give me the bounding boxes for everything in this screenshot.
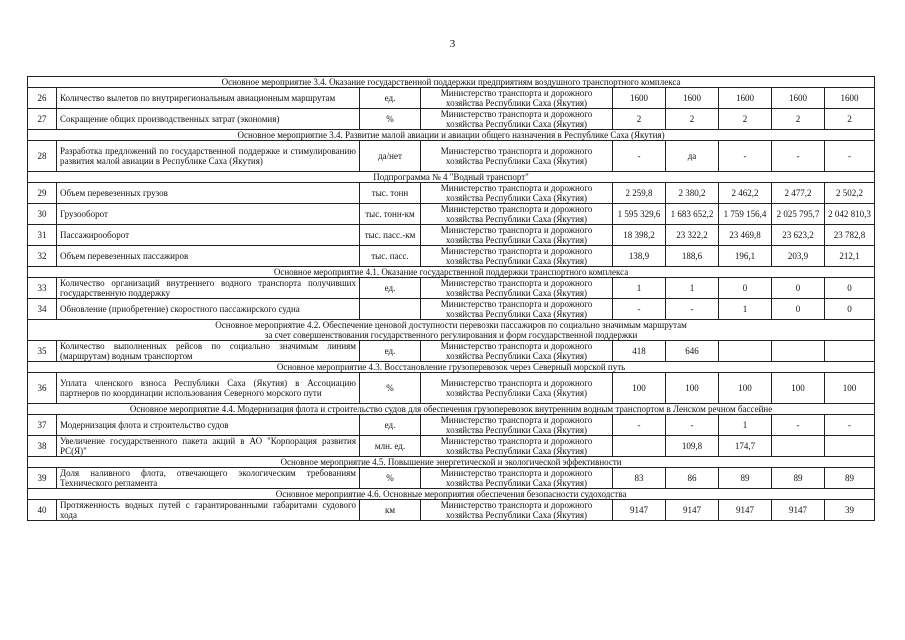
unit-cell: млн. ед.	[360, 436, 421, 457]
responsible-cell: Министерство транспорта и дорожного хозяйства Республики Саха (Якутия)	[421, 204, 613, 225]
section-title-line: за счет совершенствования государственного регулирования и форм государственной поддержки	[264, 330, 638, 340]
section-title-line: Основное мероприятие 4.3. Восстановление грузоперевозок через Северный морской путь	[276, 362, 626, 372]
value-cell: 100	[772, 373, 825, 404]
value-cell: 100	[613, 373, 666, 404]
responsible-cell: Министерство транспорта и дорожного хозяйства Республики Саха (Якутия)	[421, 278, 613, 299]
value-cell: 1	[719, 299, 772, 320]
value-cell: -	[613, 141, 666, 172]
section-title-line: Основное мероприятие 4.2. Обеспечение ценовой доступности перевозки пассажиров по социально значимым маршрутам	[215, 320, 687, 330]
indicator-name: Доля наливного флота, отвечающего экологическим требованиям Технического регламента	[57, 468, 360, 489]
indicator-name: Объем перевезенных грузов	[57, 183, 360, 204]
section-header-row	[28, 320, 875, 341]
value-cell: -	[825, 141, 875, 172]
unit-cell: ед.	[360, 278, 421, 299]
value-cell: -	[613, 415, 666, 436]
row-number: 36	[28, 373, 57, 404]
row-number: 26	[28, 88, 57, 109]
indicator-name: Количество организаций внутреннего водного транспорта получивших государственную поддержку	[57, 278, 360, 299]
section-title-line: Основное мероприятие 3.4. Оказание государственной поддержки предприятиям воздушного транспортного комплекса	[221, 77, 681, 87]
row-number: 31	[28, 225, 57, 246]
value-cell: 138,9	[613, 246, 666, 267]
responsible-cell: Министерство транспорта и дорожного хозяйства Республики Саха (Якутия)	[421, 225, 613, 246]
table-row	[28, 436, 875, 457]
value-cell: 9147	[772, 500, 825, 521]
indicator-name: Уплата членского взноса Республики Саха (Якутия) в Ассоциацию партнеров по координации использования Северного морского пути	[57, 373, 360, 404]
value-cell: 2	[772, 109, 825, 130]
section-title	[28, 362, 875, 373]
value-cell: 1600	[719, 88, 772, 109]
section-title-line: Основное мероприятие 4.5. Повышение энергетической и экологической эффективности	[280, 457, 622, 467]
value-cell: 0	[719, 278, 772, 299]
value-cell: 9147	[666, 500, 719, 521]
responsible-cell: Министерство транспорта и дорожного хозяйства Республики Саха (Якутия)	[421, 141, 613, 172]
indicator-name: Пассажирооборот	[57, 225, 360, 246]
indicator-name: Разработка предложений по государственной поддержке и стимулированию развития малой авиации в Республике Саха (Якутия)	[57, 141, 360, 172]
value-cell: 1600	[666, 88, 719, 109]
value-cell: 89	[825, 468, 875, 489]
section-title	[28, 320, 875, 341]
value-cell: 23 469,8	[719, 225, 772, 246]
value-cell	[719, 341, 772, 362]
value-cell: 0	[772, 299, 825, 320]
value-cell: 100	[719, 373, 772, 404]
row-number: 39	[28, 468, 57, 489]
table-row	[28, 183, 875, 204]
value-cell: 2	[825, 109, 875, 130]
indicator-name: Модернизация флота и строительство судов	[57, 415, 360, 436]
value-cell: 1600	[772, 88, 825, 109]
value-cell: 23 782,8	[825, 225, 875, 246]
value-cell: 23 623,2	[772, 225, 825, 246]
page-number: 3	[449, 38, 456, 50]
value-cell: 86	[666, 468, 719, 489]
value-cell: 2 025 795,7	[772, 204, 825, 225]
value-cell: 2 042 810,3	[825, 204, 875, 225]
value-cell	[772, 341, 825, 362]
value-cell: 1	[719, 415, 772, 436]
row-number: 29	[28, 183, 57, 204]
value-cell: 196,1	[719, 246, 772, 267]
value-cell: 418	[613, 341, 666, 362]
indicator-name: Количество выполненных рейсов по социально значимым линиям (маршрутам) водным транспортом	[57, 341, 360, 362]
value-cell: 1 595 329,6	[613, 204, 666, 225]
section-title-line: Основное мероприятие 4.1. Оказание государственной поддержки транспортного комплекса	[273, 267, 629, 277]
unit-cell: ед.	[360, 88, 421, 109]
table-row	[28, 204, 875, 225]
responsible-cell: Министерство транспорта и дорожного хозяйства Республики Саха (Якутия)	[421, 436, 613, 457]
section-title	[28, 130, 875, 141]
section-title	[28, 457, 875, 468]
value-cell: 83	[613, 468, 666, 489]
value-cell: 1	[613, 278, 666, 299]
responsible-cell: Министерство транспорта и дорожного хозяйства Республики Саха (Якутия)	[421, 500, 613, 521]
indicator-name: Объем перевезенных пассажиров	[57, 246, 360, 267]
table-row	[28, 299, 875, 320]
value-cell	[613, 436, 666, 457]
row-number: 38	[28, 436, 57, 457]
indicator-name: Количество вылетов по внутрирегиональным авиационным маршрутам	[57, 88, 360, 109]
section-title-line: Основное мероприятие 4.4. Модернизация флота и строительство судов для обеспечения грузоперевозок внутренним водным транспортом в Ленском речном бассейне	[129, 404, 773, 414]
table-row	[28, 141, 875, 172]
table-row	[28, 246, 875, 267]
section-header-row	[28, 172, 875, 183]
value-cell: 646	[666, 341, 719, 362]
value-cell: 109,8	[666, 436, 719, 457]
table-row	[28, 373, 875, 404]
value-cell: 9147	[613, 500, 666, 521]
value-cell: -	[825, 415, 875, 436]
unit-cell: тыс. тонн-км	[360, 204, 421, 225]
table-row	[28, 500, 875, 521]
value-cell: 9147	[719, 500, 772, 521]
table-row	[28, 109, 875, 130]
value-cell: 2 502,2	[825, 183, 875, 204]
indicator-name: Протяженность водных путей с гарантированными габаритами судового хода	[57, 500, 360, 521]
table-row	[28, 468, 875, 489]
row-number: 27	[28, 109, 57, 130]
value-cell: 203,9	[772, 246, 825, 267]
responsible-cell: Министерство транспорта и дорожного хозяйства Республики Саха (Якутия)	[421, 373, 613, 404]
value-cell: 1 759 156,4	[719, 204, 772, 225]
unit-cell: да/нет	[360, 141, 421, 172]
value-cell: да	[666, 141, 719, 172]
responsible-cell: Министерство транспорта и дорожного хозяйства Республики Саха (Якутия)	[421, 415, 613, 436]
unit-cell: тыс. пасс.-км	[360, 225, 421, 246]
section-title	[28, 404, 875, 415]
row-number: 32	[28, 246, 57, 267]
unit-cell: %	[360, 468, 421, 489]
indicator-name: Обновление (приобретение) скоростного пассажирского судна	[57, 299, 360, 320]
unit-cell: тыс. тонн	[360, 183, 421, 204]
indicators-table	[27, 76, 875, 521]
value-cell: 1	[666, 278, 719, 299]
responsible-cell: Министерство транспорта и дорожного хозяйства Республики Саха (Якутия)	[421, 341, 613, 362]
responsible-cell: Министерство транспорта и дорожного хозяйства Республики Саха (Якутия)	[421, 468, 613, 489]
section-header-row	[28, 362, 875, 373]
section-title	[28, 267, 875, 278]
value-cell: 1600	[825, 88, 875, 109]
row-number: 28	[28, 141, 57, 172]
value-cell: 2	[613, 109, 666, 130]
section-header-row	[28, 130, 875, 141]
responsible-cell: Министерство транспорта и дорожного хозяйства Республики Саха (Якутия)	[421, 246, 613, 267]
value-cell: 212,1	[825, 246, 875, 267]
indicator-name: Грузооборот	[57, 204, 360, 225]
value-cell	[825, 436, 875, 457]
value-cell: 0	[825, 299, 875, 320]
value-cell: 2 259,8	[613, 183, 666, 204]
value-cell: 100	[825, 373, 875, 404]
table-row	[28, 341, 875, 362]
responsible-cell: Министерство транспорта и дорожного хозяйства Республики Саха (Якутия)	[421, 88, 613, 109]
value-cell	[772, 436, 825, 457]
value-cell: 0	[772, 278, 825, 299]
value-cell: -	[666, 299, 719, 320]
value-cell: 1 683 652,2	[666, 204, 719, 225]
unit-cell: ед.	[360, 341, 421, 362]
table-row	[28, 88, 875, 109]
responsible-cell: Министерство транспорта и дорожного хозяйства Республики Саха (Якутия)	[421, 183, 613, 204]
section-header-row	[28, 77, 875, 88]
section-title	[28, 172, 875, 183]
value-cell: -	[772, 415, 825, 436]
value-cell: 1600	[613, 88, 666, 109]
section-header-row	[28, 489, 875, 500]
indicator-name: Сокращение общих производственных затрат (экономия)	[57, 109, 360, 130]
section-header-row	[28, 267, 875, 278]
value-cell: -	[666, 415, 719, 436]
value-cell: 89	[719, 468, 772, 489]
value-cell: 0	[825, 278, 875, 299]
unit-cell: %	[360, 373, 421, 404]
value-cell: 2	[666, 109, 719, 130]
section-title	[28, 77, 875, 88]
unit-cell: км	[360, 500, 421, 521]
section-title-line: Основное мероприятие 4.6. Основные мероприятия обеспечения безопасности судоходства	[275, 489, 627, 499]
row-number: 35	[28, 341, 57, 362]
value-cell: 174,7	[719, 436, 772, 457]
unit-cell	[360, 299, 421, 320]
row-number: 30	[28, 204, 57, 225]
value-cell	[825, 341, 875, 362]
row-number: 33	[28, 278, 57, 299]
section-title-line: Основное мероприятие 3.4. Развитие малой авиации и авиации общего назначения в Республике Саха (Якутия)	[237, 130, 665, 140]
table-row	[28, 225, 875, 246]
value-cell: 2	[719, 109, 772, 130]
value-cell: 89	[772, 468, 825, 489]
value-cell: 188,6	[666, 246, 719, 267]
value-cell: 100	[666, 373, 719, 404]
table-row	[28, 415, 875, 436]
unit-cell: ед.	[360, 415, 421, 436]
section-title	[28, 489, 875, 500]
responsible-cell: Министерство транспорта и дорожного хозяйства Республики Саха (Якутия)	[421, 299, 613, 320]
value-cell: -	[613, 299, 666, 320]
value-cell: 2 477,2	[772, 183, 825, 204]
value-cell: 23 322,2	[666, 225, 719, 246]
row-number: 40	[28, 500, 57, 521]
section-header-row	[28, 404, 875, 415]
table-row	[28, 278, 875, 299]
unit-cell: %	[360, 109, 421, 130]
responsible-cell: Министерство транспорта и дорожного хозяйства Республики Саха (Якутия)	[421, 109, 613, 130]
value-cell: 39	[825, 500, 875, 521]
unit-cell: тыс. пасс.	[360, 246, 421, 267]
value-cell: -	[719, 141, 772, 172]
value-cell: 18 398,2	[613, 225, 666, 246]
section-title-line: Подпрограмма № 4 "Водный транспорт"	[373, 172, 529, 182]
value-cell: 2 462,2	[719, 183, 772, 204]
row-number: 34	[28, 299, 57, 320]
value-cell: 2 380,2	[666, 183, 719, 204]
row-number: 37	[28, 415, 57, 436]
indicator-name: Увеличение государственного пакета акций в АО "Корпорация развития РС(Я)"	[57, 436, 360, 457]
section-header-row	[28, 457, 875, 468]
value-cell: -	[772, 141, 825, 172]
